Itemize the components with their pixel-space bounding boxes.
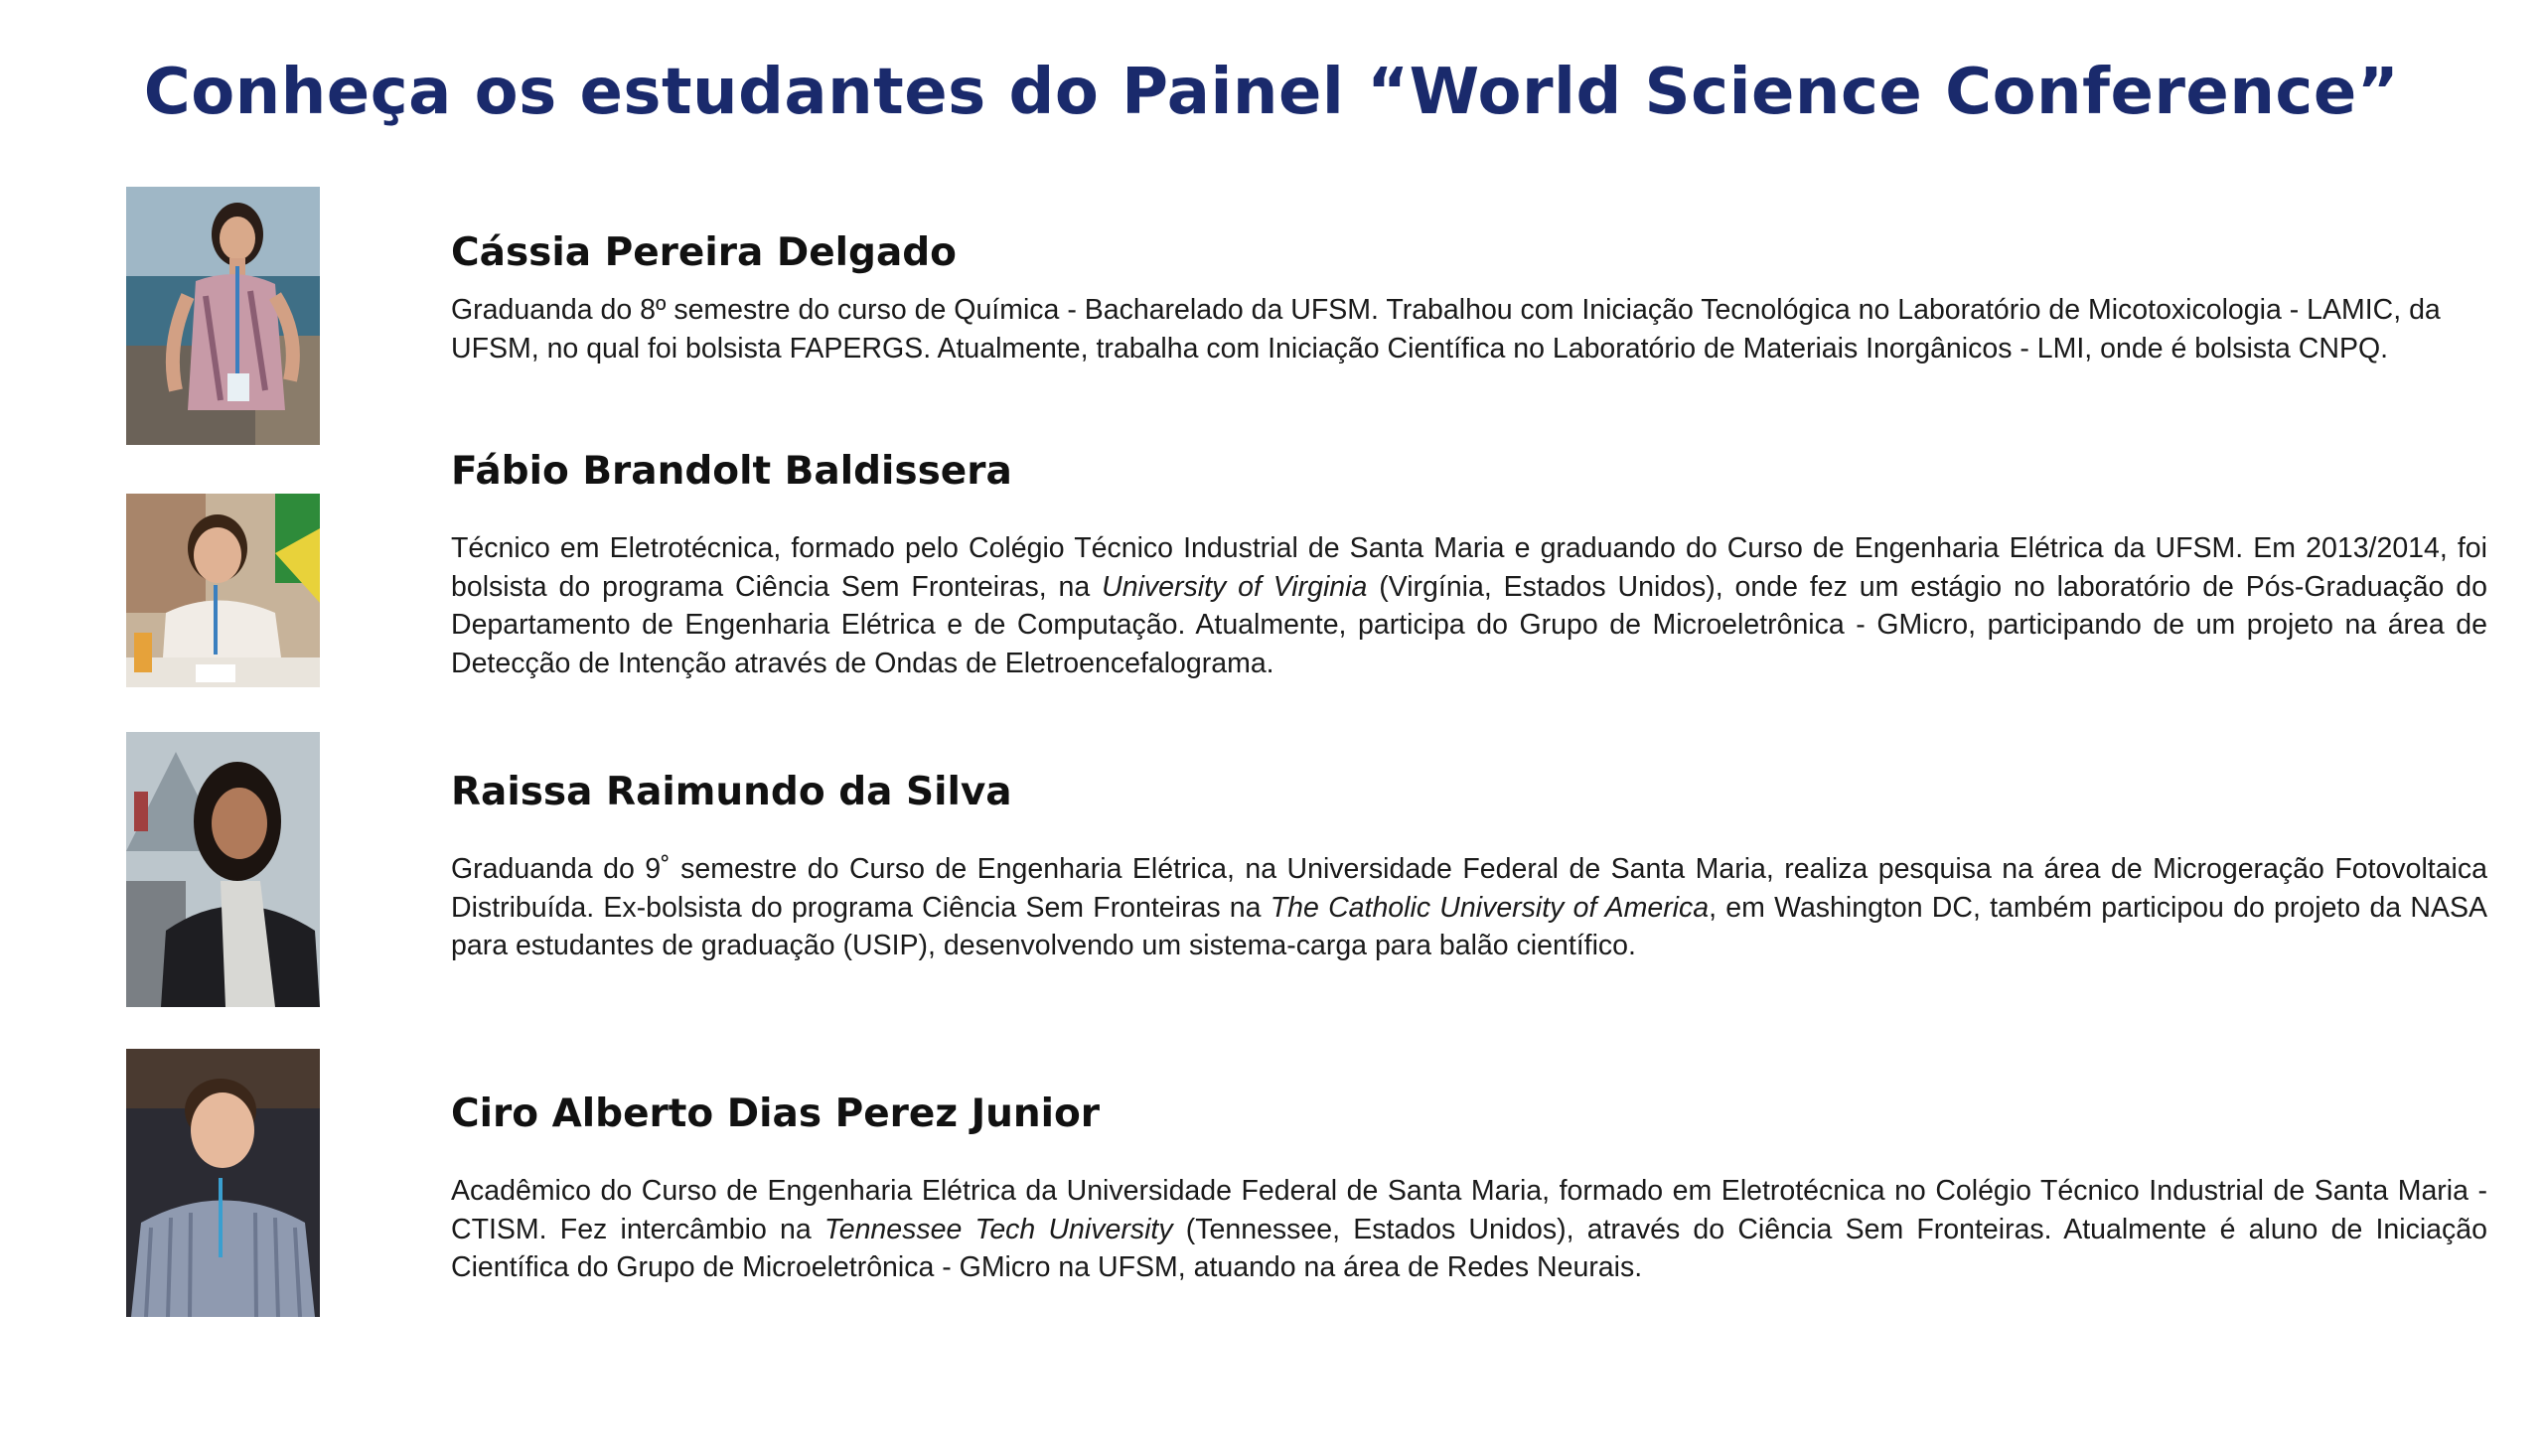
bio-text: , em Washington DC, também participou do projeto da NASA para estudantes de graduação (USIP), desenvolvendo um sistema-carga para balão científico. [451, 891, 2487, 961]
bio-text: Acadêmico do Curso de Engenharia Elétrica da Universidade Federal de Santa Maria, formado em Eletrotécnica no Colégio Técnico Industrial de Santa Maria - CTISM. Fez intercâmbio na [451, 1175, 2487, 1245]
student-photo-ciro [126, 1049, 320, 1317]
bio-text: (Virgínia, Estados Unidos), onde fez um estágio no laboratório de Pós-Graduação do Departamento de Engenharia Elétrica e de Computação. Atualmente, participa do Grupo de Microeletrônica - GMicro, participando de um projeto na área de Detecção de Intenção através de Ondas de Eletroencefalograma. [451, 570, 2487, 679]
student-name: Raissa Raimundo da Silva [451, 770, 1012, 814]
bio-text: (Tennessee, Estados Unidos), através do Ciência Sem Fronteiras. Atualmente é aluno de Iniciação Científica do Grupo de Microeletrônica - GMicro na UFSM, atuando na área de Redes Neurais. [451, 1213, 2487, 1283]
bio-emphasis: The Catholic University of America [1270, 891, 1710, 924]
bio-text: Graduanda do 8º semestre do curso de Química - Bacharelado da UFSM. Trabalhou com Iniciação Tecnológica no Laboratório de Micotoxicologia - LAMIC, da UFSM, no qual foi bolsista FAPERGS. Atualmente, trabalha com Iniciação Científica no Laboratório de Materiais Inorgânicos - LMI, onde é bolsista CNPQ. [451, 294, 2441, 364]
student-photo-raissa [126, 732, 320, 1007]
bio-emphasis: Tennessee Tech University [823, 1213, 1173, 1245]
page-title: Conheça os estudantes do Painel “World Science Conference” [143, 56, 2400, 129]
student-bio [451, 529, 2487, 682]
bio-text: Graduanda do 9˚ semestre do Curso de Engenharia Elétrica, na Universidade Federal de Santa Maria, realiza pesquisa na área de Microgeração Fotovoltaica Distribuída. Ex-bolsista do programa Ciência Sem Fronteiras na [451, 853, 2487, 924]
student-bio [451, 850, 2487, 965]
student-name: Fábio Brandolt Baldissera [451, 449, 1012, 494]
student-photo-cassia [126, 187, 320, 445]
bio-text: Técnico em Eletrotécnica, formado pelo Colégio Técnico Industrial de Santa Maria e graduando do Curso de Engenharia Elétrica da UFSM. Em 2013/2014, foi bolsista do programa Ciência Sem Fronteiras, na [451, 532, 2487, 603]
student-bio [451, 291, 2487, 367]
student-photo-fabio [126, 494, 320, 687]
student-bio [451, 1172, 2487, 1287]
bio-emphasis: University of Virginia [1102, 570, 1368, 603]
student-name: Ciro Alberto Dias Perez Junior [451, 1092, 1101, 1136]
student-name: Cássia Pereira Delgado [451, 230, 957, 275]
